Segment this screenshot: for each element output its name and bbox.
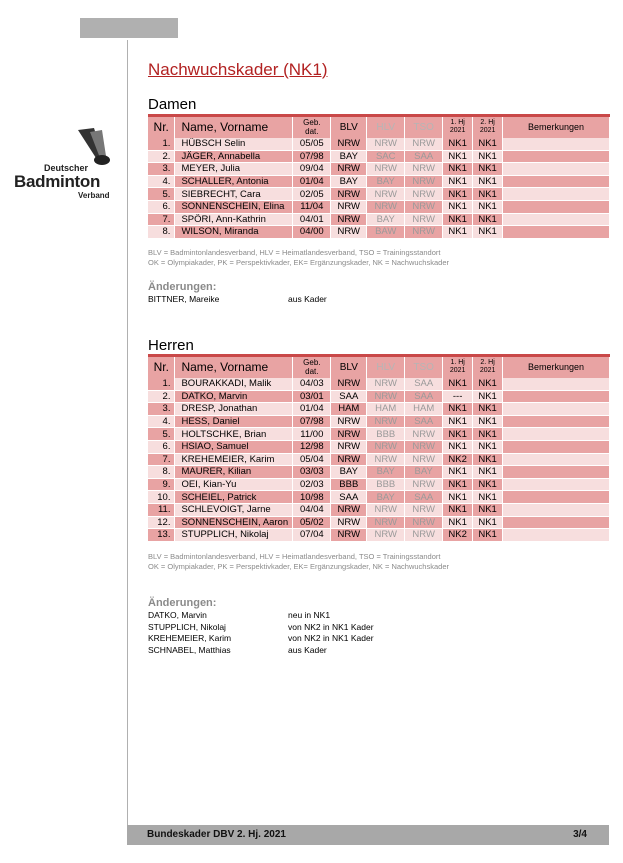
cell-hj2: NK1 xyxy=(473,478,503,491)
cell-hj1: NK1 xyxy=(443,213,473,226)
table-header xyxy=(148,116,610,138)
cell-tso: HAM xyxy=(405,403,443,416)
legend-line-2: OK = Olympiakader, PK = Perspektivkader, EK= Ergänzungskader, NK = Nachwuchskader xyxy=(148,562,449,571)
cell-geb: 10/98 xyxy=(293,491,331,504)
table-damen xyxy=(148,114,610,239)
cell-tso: NRW xyxy=(405,516,443,529)
cell-hj2: NK1 xyxy=(473,175,503,188)
cell-bem xyxy=(503,428,610,441)
cell-geb: 07/04 xyxy=(293,529,331,542)
cell-geb: 09/04 xyxy=(293,163,331,176)
change-item xyxy=(148,633,448,644)
cell-bem xyxy=(503,150,610,163)
cell-geb: 11/00 xyxy=(293,428,331,441)
cell-name: MAURER, Kilian xyxy=(175,466,293,479)
cell-geb: 05/02 xyxy=(293,516,331,529)
col-hlv: HLV xyxy=(367,356,405,378)
cell-geb: 01/04 xyxy=(293,175,331,188)
cell-hlv: NRW xyxy=(367,390,405,403)
cell-geb: 03/03 xyxy=(293,466,331,479)
cell-tso: SAA xyxy=(405,150,443,163)
col-blv: BLV xyxy=(331,116,367,138)
cell-blv: NRW xyxy=(331,163,367,176)
cell-hlv: BAW xyxy=(367,226,405,239)
table-row xyxy=(148,503,610,516)
cell-hj1: NK1 xyxy=(443,226,473,239)
cell-tso: SAA xyxy=(405,378,443,391)
col-tso: TSO xyxy=(405,116,443,138)
cell-hlv: NRW xyxy=(367,378,405,391)
col-nr: Nr. xyxy=(148,116,175,138)
cell-nr: 4. xyxy=(148,415,175,428)
footer-title: Bundeskader DBV 2. Hj. 2021 xyxy=(147,829,286,840)
cell-hlv: NRW xyxy=(367,516,405,529)
cell-blv: NRW xyxy=(331,138,367,151)
cell-blv: NRW xyxy=(331,415,367,428)
change-name: KREHEMEIER, Karim xyxy=(148,633,232,644)
cell-hj2: NK1 xyxy=(473,188,503,201)
change-text: von NK2 in NK1 Kader xyxy=(288,633,374,644)
cell-name: SPÖRI, Ann-Kathrin xyxy=(175,213,293,226)
cell-hj1: NK1 xyxy=(443,428,473,441)
cell-name: DATKO, Marvin xyxy=(175,390,293,403)
change-text: von NK2 in NK1 Kader xyxy=(288,621,374,632)
cell-bem xyxy=(503,440,610,453)
cell-hj2: NK1 xyxy=(473,150,503,163)
table-row xyxy=(148,175,610,188)
change-name: DATKO, Marvin xyxy=(148,610,207,620)
cell-hj2: NK1 xyxy=(473,415,503,428)
table-row xyxy=(148,226,610,239)
table-row xyxy=(148,200,610,213)
logo-line-2: Badminton xyxy=(14,172,101,191)
cell-geb: 05/04 xyxy=(293,453,331,466)
change-name: BITTNER, Mareike xyxy=(148,294,220,304)
change-item xyxy=(148,645,448,656)
section-title-herren: Herren xyxy=(148,337,194,354)
section-title-damen: Damen xyxy=(148,96,197,113)
cell-nr: 11. xyxy=(148,503,175,516)
col-hj1: 1. Hj 2021 xyxy=(443,116,473,138)
cell-name: BOURAKKADI, Malik xyxy=(175,378,293,391)
cell-nr: 13. xyxy=(148,529,175,542)
cell-tso: NRW xyxy=(405,163,443,176)
table-row xyxy=(148,403,610,416)
cell-hj1: NK2 xyxy=(443,529,473,542)
table-row xyxy=(148,378,610,391)
cell-tso: NRW xyxy=(405,226,443,239)
cell-name: OEI, Kian-Yu xyxy=(175,478,293,491)
cell-geb: 07/98 xyxy=(293,415,331,428)
cell-geb: 11/04 xyxy=(293,200,331,213)
cell-hj2: NK1 xyxy=(473,213,503,226)
col-hj2: 2. Hj 2021 xyxy=(473,356,503,378)
cell-nr: 1. xyxy=(148,138,175,151)
cell-name: STUPPLICH, Nikolaj xyxy=(175,529,293,542)
cell-blv: NRW xyxy=(331,213,367,226)
change-item xyxy=(148,610,448,621)
table-row xyxy=(148,188,610,201)
cell-hj1: NK1 xyxy=(443,188,473,201)
cell-geb: 04/03 xyxy=(293,378,331,391)
cell-name: SONNENSCHEIN, Elina xyxy=(175,200,293,213)
cell-hj1: NK1 xyxy=(443,491,473,504)
cell-name: SCHEIEL, Patrick xyxy=(175,491,293,504)
cell-blv: NRW xyxy=(331,440,367,453)
col-hj2: 2. Hj 2021 xyxy=(473,116,503,138)
table-header xyxy=(148,356,610,378)
cell-geb: 07/98 xyxy=(293,150,331,163)
cell-tso: SAA xyxy=(405,415,443,428)
cell-bem xyxy=(503,491,610,504)
cell-geb: 04/04 xyxy=(293,503,331,516)
cell-name: HSIAO, Samuel xyxy=(175,440,293,453)
table-row xyxy=(148,428,610,441)
cell-hj2: NK1 xyxy=(473,378,503,391)
cell-hlv: NRW xyxy=(367,503,405,516)
col-geb: Geb. dat. xyxy=(293,356,331,378)
cell-bem xyxy=(503,453,610,466)
dbv-logo xyxy=(8,128,120,203)
cell-hlv: BBB xyxy=(367,478,405,491)
cell-hj2: NK1 xyxy=(473,390,503,403)
col-tso: TSO xyxy=(405,356,443,378)
table-row xyxy=(148,453,610,466)
shuttlecock-icon xyxy=(72,128,112,166)
cell-geb: 04/01 xyxy=(293,213,331,226)
cell-bem xyxy=(503,163,610,176)
cell-tso: SAA xyxy=(405,491,443,504)
cell-hj1: NK1 xyxy=(443,200,473,213)
table-row xyxy=(148,516,610,529)
cell-name: MEYER, Julia xyxy=(175,163,293,176)
cell-hj2: NK1 xyxy=(473,466,503,479)
cell-geb: 12/98 xyxy=(293,440,331,453)
cell-name: DRESP, Jonathan xyxy=(175,403,293,416)
cell-name: HOLTSCHKE, Brian xyxy=(175,428,293,441)
cell-name: SCHLEVOIGT, Jarne xyxy=(175,503,293,516)
cell-hj1: NK1 xyxy=(443,415,473,428)
cell-hj1: NK1 xyxy=(443,478,473,491)
cell-hj1: NK1 xyxy=(443,516,473,529)
cell-nr: 6. xyxy=(148,200,175,213)
cell-nr: 5. xyxy=(148,188,175,201)
cell-nr: 9. xyxy=(148,478,175,491)
logo-line-3: Verband xyxy=(78,191,110,200)
cell-hj2: NK1 xyxy=(473,440,503,453)
legend-line-1: BLV = Badmintonlandesverband, HLV = Heimatlandesverband, TSO = Trainingsstandort xyxy=(148,248,441,257)
cell-tso: SAA xyxy=(405,390,443,403)
cell-hlv: BBB xyxy=(367,428,405,441)
cell-blv: BAY xyxy=(331,175,367,188)
col-name: Name, Vorname xyxy=(175,116,293,138)
cell-bem xyxy=(503,138,610,151)
cell-hj1: NK1 xyxy=(443,138,473,151)
logo-line-1: Deutscher xyxy=(44,163,89,173)
cell-tso: NRW xyxy=(405,213,443,226)
table-row xyxy=(148,213,610,226)
cell-hlv: NRW xyxy=(367,200,405,213)
cell-blv: SAA xyxy=(331,491,367,504)
col-name: Name, Vorname xyxy=(175,356,293,378)
table-row xyxy=(148,150,610,163)
top-gray-bar xyxy=(80,18,178,38)
table-row xyxy=(148,466,610,479)
legend-line-1: BLV = Badmintonlandesverband, HLV = Heimatlandesverband, TSO = Trainingsstandort xyxy=(148,552,441,561)
cell-hj2: NK1 xyxy=(473,226,503,239)
cell-blv: HAM xyxy=(331,403,367,416)
cell-tso: NRW xyxy=(405,138,443,151)
col-bemerkungen: Bemerkungen xyxy=(503,356,610,378)
cell-blv: NRW xyxy=(331,188,367,201)
cell-geb: 03/01 xyxy=(293,390,331,403)
cell-tso: NRW xyxy=(405,503,443,516)
cell-geb: 02/03 xyxy=(293,478,331,491)
cell-nr: 10. xyxy=(148,491,175,504)
cell-hj2: NK1 xyxy=(473,529,503,542)
cell-hlv: NRW xyxy=(367,163,405,176)
cell-tso: NRW xyxy=(405,478,443,491)
cell-blv: NRW xyxy=(331,200,367,213)
cell-blv: NRW xyxy=(331,378,367,391)
table-row xyxy=(148,440,610,453)
cell-bem xyxy=(503,529,610,542)
cell-geb: 05/05 xyxy=(293,138,331,151)
cell-hj1: NK1 xyxy=(443,466,473,479)
cell-bem xyxy=(503,415,610,428)
cell-name: JÄGER, Annabella xyxy=(175,150,293,163)
cell-name: SIEBRECHT, Cara xyxy=(175,188,293,201)
change-item xyxy=(148,622,448,633)
margin-rule xyxy=(127,40,128,845)
col-geb: Geb. dat. xyxy=(293,116,331,138)
cell-nr: 5. xyxy=(148,428,175,441)
col-hj1: 1. Hj 2021 xyxy=(443,356,473,378)
table-row xyxy=(148,390,610,403)
cell-hlv: NRW xyxy=(367,138,405,151)
cell-nr: 7. xyxy=(148,453,175,466)
cell-nr: 3. xyxy=(148,403,175,416)
cell-hj1: NK1 xyxy=(443,403,473,416)
table-row xyxy=(148,491,610,504)
cell-blv: NRW xyxy=(331,503,367,516)
cell-blv: NRW xyxy=(331,453,367,466)
cell-nr: 7. xyxy=(148,213,175,226)
cell-hj1: NK2 xyxy=(443,453,473,466)
cell-hlv: NRW xyxy=(367,453,405,466)
cell-name: KREHEMEIER, Karim xyxy=(175,453,293,466)
cell-hj1: NK1 xyxy=(443,440,473,453)
change-item xyxy=(148,294,448,305)
cell-tso: NRW xyxy=(405,188,443,201)
col-blv: BLV xyxy=(331,356,367,378)
cell-hlv: BAY xyxy=(367,491,405,504)
cell-blv: SAA xyxy=(331,390,367,403)
cell-bem xyxy=(503,403,610,416)
change-name: STUPPLICH, Nikolaj xyxy=(148,621,226,632)
cell-hj1: NK1 xyxy=(443,378,473,391)
table-row xyxy=(148,163,610,176)
cell-hlv: BAY xyxy=(367,175,405,188)
cell-bem xyxy=(503,516,610,529)
cell-nr: 2. xyxy=(148,390,175,403)
cell-hj1: NK1 xyxy=(443,163,473,176)
cell-geb: 02/05 xyxy=(293,188,331,201)
cell-nr: 2. xyxy=(148,150,175,163)
page-number: 3/4 xyxy=(573,829,587,840)
legend-herren xyxy=(148,552,449,572)
cell-tso: BAY xyxy=(405,466,443,479)
cell-hj2: NK1 xyxy=(473,516,503,529)
changes-title-herren: Änderungen: xyxy=(148,597,217,609)
cell-blv: NRW xyxy=(331,529,367,542)
cell-bem xyxy=(503,390,610,403)
col-hlv: HLV xyxy=(367,116,405,138)
cell-nr: 8. xyxy=(148,226,175,239)
cell-hlv: NRW xyxy=(367,415,405,428)
table-row xyxy=(148,529,610,542)
cell-blv: NRW xyxy=(331,516,367,529)
change-name: SCHNABEL, Matthias xyxy=(148,645,231,656)
table-row xyxy=(148,478,610,491)
cell-nr: 8. xyxy=(148,466,175,479)
cell-bem xyxy=(503,188,610,201)
legend-damen xyxy=(148,248,449,268)
cell-tso: NRW xyxy=(405,529,443,542)
legend-line-2: OK = Olympiakader, PK = Perspektivkader, EK= Ergänzungskader, NK = Nachwuchskader xyxy=(148,258,449,267)
cell-bem xyxy=(503,213,610,226)
cell-nr: 4. xyxy=(148,175,175,188)
cell-hj2: NK1 xyxy=(473,491,503,504)
changes-title-damen: Änderungen: xyxy=(148,281,217,293)
cell-name: HÜBSCH Selin xyxy=(175,138,293,151)
cell-hlv: SAC xyxy=(367,150,405,163)
cell-hlv: NRW xyxy=(367,188,405,201)
page-title: Nachwuchskader (NK1) xyxy=(148,60,328,79)
table-row xyxy=(148,415,610,428)
cell-nr: 3. xyxy=(148,163,175,176)
cell-tso: NRW xyxy=(405,440,443,453)
cell-name: SONNENSCHEIN, Aaron xyxy=(175,516,293,529)
cell-hj1: --- xyxy=(443,390,473,403)
cell-tso: NRW xyxy=(405,200,443,213)
cell-hj2: NK1 xyxy=(473,453,503,466)
cell-hlv: HAM xyxy=(367,403,405,416)
cell-bem xyxy=(503,478,610,491)
col-nr: Nr. xyxy=(148,356,175,378)
change-text: neu in NK1 xyxy=(288,610,331,620)
cell-hj2: NK1 xyxy=(473,503,503,516)
cell-nr: 1. xyxy=(148,378,175,391)
cell-nr: 12. xyxy=(148,516,175,529)
cell-blv: BBB xyxy=(331,478,367,491)
cell-blv: NRW xyxy=(331,428,367,441)
cell-hj1: NK1 xyxy=(443,150,473,163)
cell-nr: 6. xyxy=(148,440,175,453)
cell-hlv: NRW xyxy=(367,440,405,453)
cell-hj2: NK1 xyxy=(473,403,503,416)
cell-name: HESS, Daniel xyxy=(175,415,293,428)
cell-hlv: NRW xyxy=(367,529,405,542)
cell-tso: NRW xyxy=(405,453,443,466)
cell-hj1: NK1 xyxy=(443,175,473,188)
cell-tso: NRW xyxy=(405,175,443,188)
col-bemerkungen: Bemerkungen xyxy=(503,116,610,138)
cell-blv: NRW xyxy=(331,226,367,239)
footer-bar xyxy=(127,825,609,845)
cell-tso: NRW xyxy=(405,428,443,441)
cell-geb: 04/00 xyxy=(293,226,331,239)
cell-hlv: BAY xyxy=(367,213,405,226)
cell-geb: 01/04 xyxy=(293,403,331,416)
cell-hj2: NK1 xyxy=(473,428,503,441)
cell-bem xyxy=(503,200,610,213)
cell-bem xyxy=(503,466,610,479)
cell-bem xyxy=(503,503,610,516)
cell-name: WILSON, Miranda xyxy=(175,226,293,239)
change-text: aus Kader xyxy=(288,645,327,656)
cell-name: SCHALLER, Antonia xyxy=(175,175,293,188)
cell-bem xyxy=(503,378,610,391)
cell-hj2: NK1 xyxy=(473,200,503,213)
cell-hj2: NK1 xyxy=(473,163,503,176)
cell-bem xyxy=(503,226,610,239)
cell-hj1: NK1 xyxy=(443,503,473,516)
table-herren xyxy=(148,354,610,542)
cell-blv: BAY xyxy=(331,466,367,479)
change-text: aus Kader xyxy=(288,294,327,304)
cell-hj2: NK1 xyxy=(473,138,503,151)
cell-hlv: BAY xyxy=(367,466,405,479)
cell-bem xyxy=(503,175,610,188)
table-row xyxy=(148,138,610,151)
cell-blv: BAY xyxy=(331,150,367,163)
